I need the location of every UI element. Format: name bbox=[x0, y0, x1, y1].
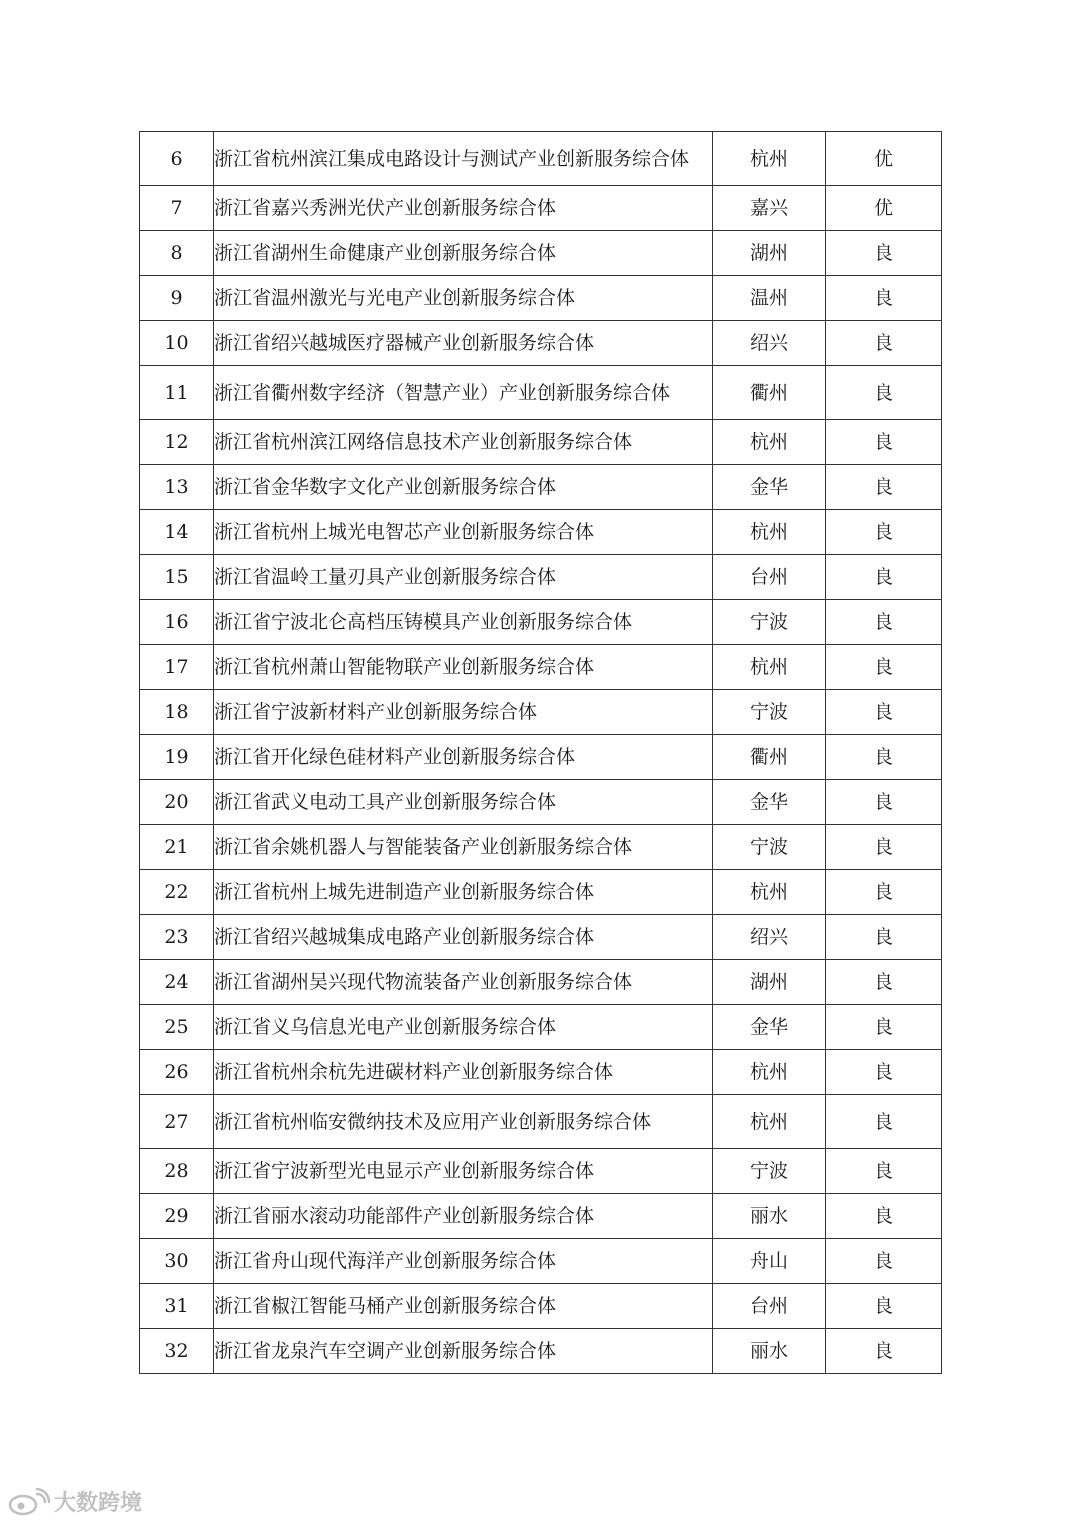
table-row bbox=[140, 132, 942, 186]
city-cell: 温州 bbox=[713, 276, 826, 321]
grade-cell: 良 bbox=[826, 960, 942, 1005]
city-cell: 湖州 bbox=[713, 960, 826, 1005]
row-number-cell: 19 bbox=[140, 735, 214, 780]
row-number-cell: 7 bbox=[140, 186, 214, 231]
row-number-cell: 32 bbox=[140, 1329, 214, 1374]
grade-cell: 良 bbox=[826, 1005, 942, 1050]
row-number-cell: 22 bbox=[140, 870, 214, 915]
table-row bbox=[140, 186, 942, 231]
weibo-logo-icon bbox=[8, 1488, 50, 1516]
table-row bbox=[140, 231, 942, 276]
city-cell: 绍兴 bbox=[713, 915, 826, 960]
table-row bbox=[140, 915, 942, 960]
complex-name-cell: 浙江省杭州余杭先进碳材料产业创新服务综合体 bbox=[214, 1050, 713, 1095]
row-number-cell: 21 bbox=[140, 825, 214, 870]
city-cell: 绍兴 bbox=[713, 321, 826, 366]
city-cell: 杭州 bbox=[713, 132, 826, 186]
grade-cell: 良 bbox=[826, 1095, 942, 1149]
complex-name-cell: 浙江省绍兴越城医疗器械产业创新服务综合体 bbox=[214, 321, 713, 366]
city-cell: 宁波 bbox=[713, 600, 826, 645]
complex-name-cell: 浙江省温州激光与光电产业创新服务综合体 bbox=[214, 276, 713, 321]
table-row bbox=[140, 420, 942, 465]
grade-cell: 良 bbox=[826, 366, 942, 420]
city-cell: 丽水 bbox=[713, 1194, 826, 1239]
complex-name-cell: 浙江省金华数字文化产业创新服务综合体 bbox=[214, 465, 713, 510]
city-cell: 杭州 bbox=[713, 420, 826, 465]
city-cell: 湖州 bbox=[713, 231, 826, 276]
table-row bbox=[140, 690, 942, 735]
complex-name-cell: 浙江省义乌信息光电产业创新服务综合体 bbox=[214, 1005, 713, 1050]
complex-name-cell: 浙江省舟山现代海洋产业创新服务综合体 bbox=[214, 1239, 713, 1284]
row-number-cell: 11 bbox=[140, 366, 214, 420]
complex-name-cell: 浙江省开化绿色硅材料产业创新服务综合体 bbox=[214, 735, 713, 780]
table-row bbox=[140, 555, 942, 600]
table-row bbox=[140, 960, 942, 1005]
watermark bbox=[8, 1486, 142, 1517]
grade-cell: 良 bbox=[826, 1239, 942, 1284]
city-cell: 衢州 bbox=[713, 366, 826, 420]
grade-cell: 良 bbox=[826, 555, 942, 600]
complex-name-cell: 浙江省温岭工量刃具产业创新服务综合体 bbox=[214, 555, 713, 600]
city-cell: 杭州 bbox=[713, 645, 826, 690]
complex-name-cell: 浙江省杭州滨江集成电路设计与测试产业创新服务综合体 bbox=[214, 132, 713, 186]
grade-cell: 良 bbox=[826, 1194, 942, 1239]
table-row bbox=[140, 1149, 942, 1194]
row-number-cell: 17 bbox=[140, 645, 214, 690]
complex-name-cell: 浙江省龙泉汽车空调产业创新服务综合体 bbox=[214, 1329, 713, 1374]
complex-name-cell: 浙江省武义电动工具产业创新服务综合体 bbox=[214, 780, 713, 825]
grade-cell: 良 bbox=[826, 690, 942, 735]
city-cell: 杭州 bbox=[713, 1050, 826, 1095]
grade-cell: 良 bbox=[826, 510, 942, 555]
complex-name-cell: 浙江省杭州临安微纳技术及应用产业创新服务综合体 bbox=[214, 1095, 713, 1149]
complex-name-cell: 浙江省湖州生命健康产业创新服务综合体 bbox=[214, 231, 713, 276]
grade-cell: 优 bbox=[826, 186, 942, 231]
row-number-cell: 13 bbox=[140, 465, 214, 510]
table-row bbox=[140, 465, 942, 510]
complex-name-cell: 浙江省杭州上城先进制造产业创新服务综合体 bbox=[214, 870, 713, 915]
city-cell: 嘉兴 bbox=[713, 186, 826, 231]
complex-name-cell: 浙江省宁波新材料产业创新服务综合体 bbox=[214, 690, 713, 735]
grade-cell: 良 bbox=[826, 231, 942, 276]
row-number-cell: 15 bbox=[140, 555, 214, 600]
complex-name-cell: 浙江省杭州上城光电智芯产业创新服务综合体 bbox=[214, 510, 713, 555]
grade-cell: 良 bbox=[826, 825, 942, 870]
city-cell: 杭州 bbox=[713, 1095, 826, 1149]
grade-cell: 良 bbox=[826, 276, 942, 321]
table-row bbox=[140, 321, 942, 366]
table-row bbox=[140, 780, 942, 825]
city-cell: 杭州 bbox=[713, 510, 826, 555]
table-row bbox=[140, 1329, 942, 1374]
complex-name-cell: 浙江省杭州滨江网络信息技术产业创新服务综合体 bbox=[214, 420, 713, 465]
table-row bbox=[140, 600, 942, 645]
complex-name-cell: 浙江省余姚机器人与智能装备产业创新服务综合体 bbox=[214, 825, 713, 870]
table-row bbox=[140, 1095, 942, 1149]
city-cell: 金华 bbox=[713, 1005, 826, 1050]
complex-name-cell: 浙江省绍兴越城集成电路产业创新服务综合体 bbox=[214, 915, 713, 960]
complex-name-cell: 浙江省宁波新型光电显示产业创新服务综合体 bbox=[214, 1149, 713, 1194]
row-number-cell: 8 bbox=[140, 231, 214, 276]
row-number-cell: 9 bbox=[140, 276, 214, 321]
city-cell: 宁波 bbox=[713, 825, 826, 870]
complex-name-cell: 浙江省衢州数字经济（智慧产业）产业创新服务综合体 bbox=[214, 366, 713, 420]
grade-cell: 良 bbox=[826, 321, 942, 366]
table-row bbox=[140, 510, 942, 555]
table-row bbox=[140, 735, 942, 780]
city-cell: 丽水 bbox=[713, 1329, 826, 1374]
row-number-cell: 10 bbox=[140, 321, 214, 366]
grade-cell: 良 bbox=[826, 645, 942, 690]
row-number-cell: 23 bbox=[140, 915, 214, 960]
city-cell: 宁波 bbox=[713, 1149, 826, 1194]
row-number-cell: 20 bbox=[140, 780, 214, 825]
city-cell: 舟山 bbox=[713, 1239, 826, 1284]
table-row bbox=[140, 825, 942, 870]
results-table bbox=[139, 131, 942, 1374]
city-cell: 金华 bbox=[713, 780, 826, 825]
row-number-cell: 6 bbox=[140, 132, 214, 186]
grade-cell: 良 bbox=[826, 735, 942, 780]
grade-cell: 良 bbox=[826, 1329, 942, 1374]
complex-name-cell: 浙江省嘉兴秀洲光伏产业创新服务综合体 bbox=[214, 186, 713, 231]
city-cell: 衢州 bbox=[713, 735, 826, 780]
complex-name-cell: 浙江省丽水滚动功能部件产业创新服务综合体 bbox=[214, 1194, 713, 1239]
row-number-cell: 27 bbox=[140, 1095, 214, 1149]
complex-name-cell: 浙江省湖州吴兴现代物流装备产业创新服务综合体 bbox=[214, 960, 713, 1005]
complex-name-cell: 浙江省杭州萧山智能物联产业创新服务综合体 bbox=[214, 645, 713, 690]
table-row bbox=[140, 645, 942, 690]
city-cell: 宁波 bbox=[713, 690, 826, 735]
table-row bbox=[140, 366, 942, 420]
row-number-cell: 29 bbox=[140, 1194, 214, 1239]
table-row bbox=[140, 1005, 942, 1050]
complex-name-cell: 浙江省椒江智能马桶产业创新服务综合体 bbox=[214, 1284, 713, 1329]
grade-cell: 良 bbox=[826, 780, 942, 825]
grade-cell: 良 bbox=[826, 600, 942, 645]
watermark-text: 大数跨境 bbox=[54, 1491, 143, 1516]
grade-cell: 良 bbox=[826, 420, 942, 465]
row-number-cell: 14 bbox=[140, 510, 214, 555]
grade-cell: 优 bbox=[826, 132, 942, 186]
city-cell: 杭州 bbox=[713, 870, 826, 915]
grade-cell: 良 bbox=[826, 1050, 942, 1095]
row-number-cell: 24 bbox=[140, 960, 214, 1005]
results-table-body bbox=[140, 132, 942, 1374]
table-row bbox=[140, 1050, 942, 1095]
row-number-cell: 16 bbox=[140, 600, 214, 645]
grade-cell: 良 bbox=[826, 915, 942, 960]
grade-cell: 良 bbox=[826, 465, 942, 510]
row-number-cell: 26 bbox=[140, 1050, 214, 1095]
city-cell: 金华 bbox=[713, 465, 826, 510]
complex-name-cell: 浙江省宁波北仑高档压铸模具产业创新服务综合体 bbox=[214, 600, 713, 645]
table-row bbox=[140, 870, 942, 915]
row-number-cell: 30 bbox=[140, 1239, 214, 1284]
row-number-cell: 31 bbox=[140, 1284, 214, 1329]
row-number-cell: 25 bbox=[140, 1005, 214, 1050]
table-row bbox=[140, 1194, 942, 1239]
city-cell: 台州 bbox=[713, 555, 826, 600]
table-row bbox=[140, 1284, 942, 1329]
city-cell: 台州 bbox=[713, 1284, 826, 1329]
row-number-cell: 28 bbox=[140, 1149, 214, 1194]
table-row bbox=[140, 276, 942, 321]
grade-cell: 良 bbox=[826, 1284, 942, 1329]
grade-cell: 良 bbox=[826, 1149, 942, 1194]
row-number-cell: 12 bbox=[140, 420, 214, 465]
table-row bbox=[140, 1239, 942, 1284]
row-number-cell: 18 bbox=[140, 690, 214, 735]
grade-cell: 良 bbox=[826, 870, 942, 915]
